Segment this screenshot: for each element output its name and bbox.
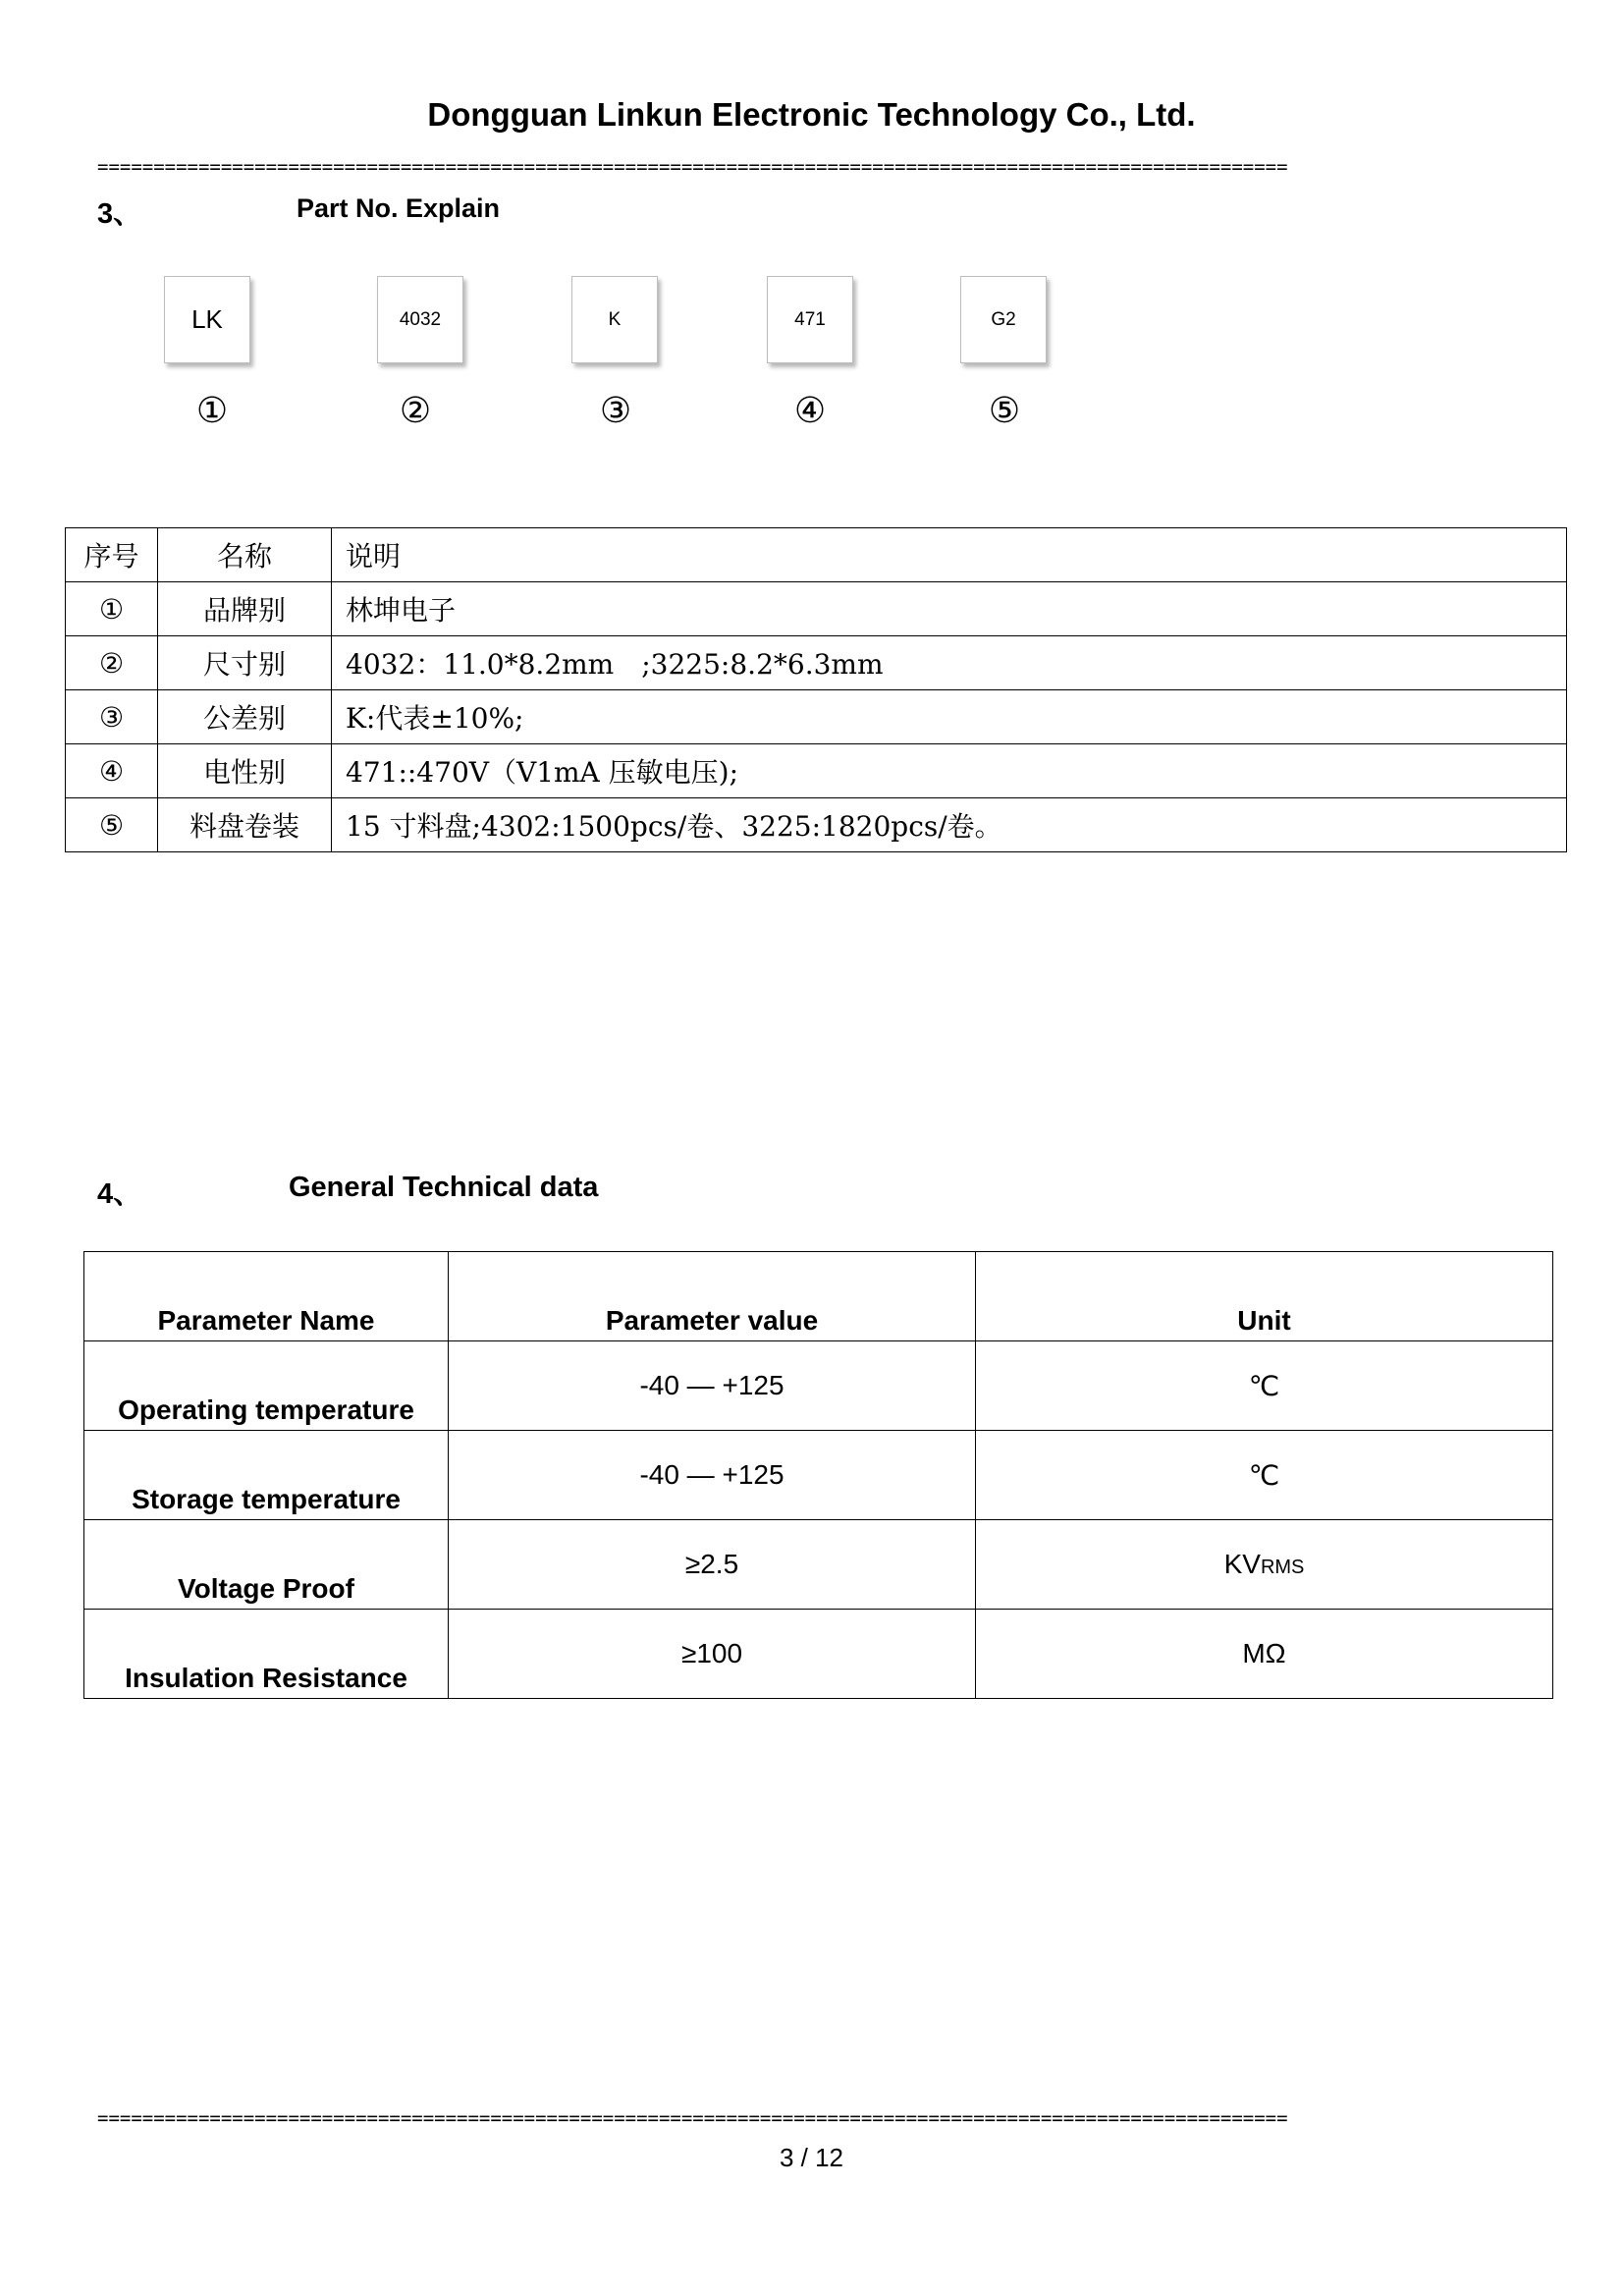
part-code-box-2: 4032 <box>377 276 463 363</box>
part-code-index-2: ② <box>399 391 432 431</box>
section4-number: 4、 <box>97 1178 142 1210</box>
parameter-value: -40 — +125 <box>449 1341 976 1431</box>
section3-title: Part No. Explain <box>297 193 501 223</box>
table-row <box>66 798 1567 852</box>
part-number-table <box>65 527 1567 852</box>
footer-rule: ========================================================================================================== <box>97 2108 1288 2128</box>
part-code-index-3: ③ <box>599 391 632 431</box>
table-row <box>84 1341 1553 1431</box>
row-index: ① <box>66 582 158 636</box>
parameter-unit: MΩ <box>976 1610 1553 1699</box>
row-index: ⑤ <box>66 798 158 852</box>
row-desc: 林坤电子 <box>332 582 1567 636</box>
row-desc: 15 寸料盘;4302:1500pcs/卷、3225:1820pcs/卷。 <box>332 798 1567 852</box>
technical-data-table <box>83 1251 1553 1699</box>
row-index: ② <box>66 636 158 690</box>
unit-subscript: RMS <box>1260 1557 1305 1578</box>
row-name: 尺寸别 <box>158 636 332 690</box>
part-code-index-1: ① <box>195 391 229 431</box>
parameter-value: -40 — +125 <box>449 1431 976 1520</box>
section4-title: General Technical data <box>289 1172 599 1203</box>
header-index: 序号 <box>66 528 158 582</box>
table-row <box>66 636 1567 690</box>
row-name: 电性别 <box>158 744 332 798</box>
header-parameter-value: Parameter value <box>449 1252 976 1341</box>
table-header-row <box>84 1252 1553 1341</box>
table-row <box>84 1520 1553 1610</box>
part-code-box-1: LK <box>164 276 250 363</box>
parameter-unit: ℃ <box>976 1341 1553 1431</box>
section3-number: 3、 <box>97 198 142 230</box>
unit-main: KV <box>1223 1549 1261 1579</box>
row-index: ④ <box>66 744 158 798</box>
table-row <box>84 1431 1553 1520</box>
table-header-row <box>66 528 1567 582</box>
part-code-box-4: 471 <box>767 276 853 363</box>
table-row <box>66 744 1567 798</box>
parameter-name: Insulation Resistance <box>84 1610 449 1699</box>
part-code-index-4: ④ <box>793 391 827 431</box>
row-name: 料盘卷装 <box>158 798 332 852</box>
row-name: 品牌别 <box>158 582 332 636</box>
table-row <box>66 582 1567 636</box>
part-code-index-5: ⑤ <box>988 391 1021 431</box>
parameter-name: Voltage Proof <box>84 1520 449 1610</box>
table-row <box>84 1610 1553 1699</box>
part-code-box-3: K <box>571 276 658 363</box>
header-unit: Unit <box>976 1252 1553 1341</box>
row-desc: 471::470V（V1mA 压敏电压); <box>332 744 1567 798</box>
header-name: 名称 <box>158 528 332 582</box>
header-desc: 说明 <box>332 528 1567 582</box>
parameter-unit: ℃ <box>976 1431 1553 1520</box>
header-rule: ========================================================================================================== <box>97 157 1288 177</box>
row-desc: 4032：11.0*8.2mm ;3225:8.2*6.3mm <box>332 636 1567 690</box>
parameter-unit <box>976 1520 1553 1610</box>
parameter-name: Operating temperature <box>84 1341 449 1431</box>
parameter-value: ≥100 <box>449 1610 976 1699</box>
row-index: ③ <box>66 690 158 744</box>
parameter-name: Storage temperature <box>84 1431 449 1520</box>
header-parameter-name: Parameter Name <box>84 1252 449 1341</box>
table-row <box>66 690 1567 744</box>
row-name: 公差别 <box>158 690 332 744</box>
parameter-value: ≥2.5 <box>449 1520 976 1610</box>
row-desc: K:代表±10%; <box>332 690 1567 744</box>
company-name: Dongguan Linkun Electronic Technology Co., Ltd. <box>427 96 1196 133</box>
part-code-box-5: G2 <box>960 276 1047 363</box>
page-number: 3 / 12 <box>779 2143 844 2172</box>
